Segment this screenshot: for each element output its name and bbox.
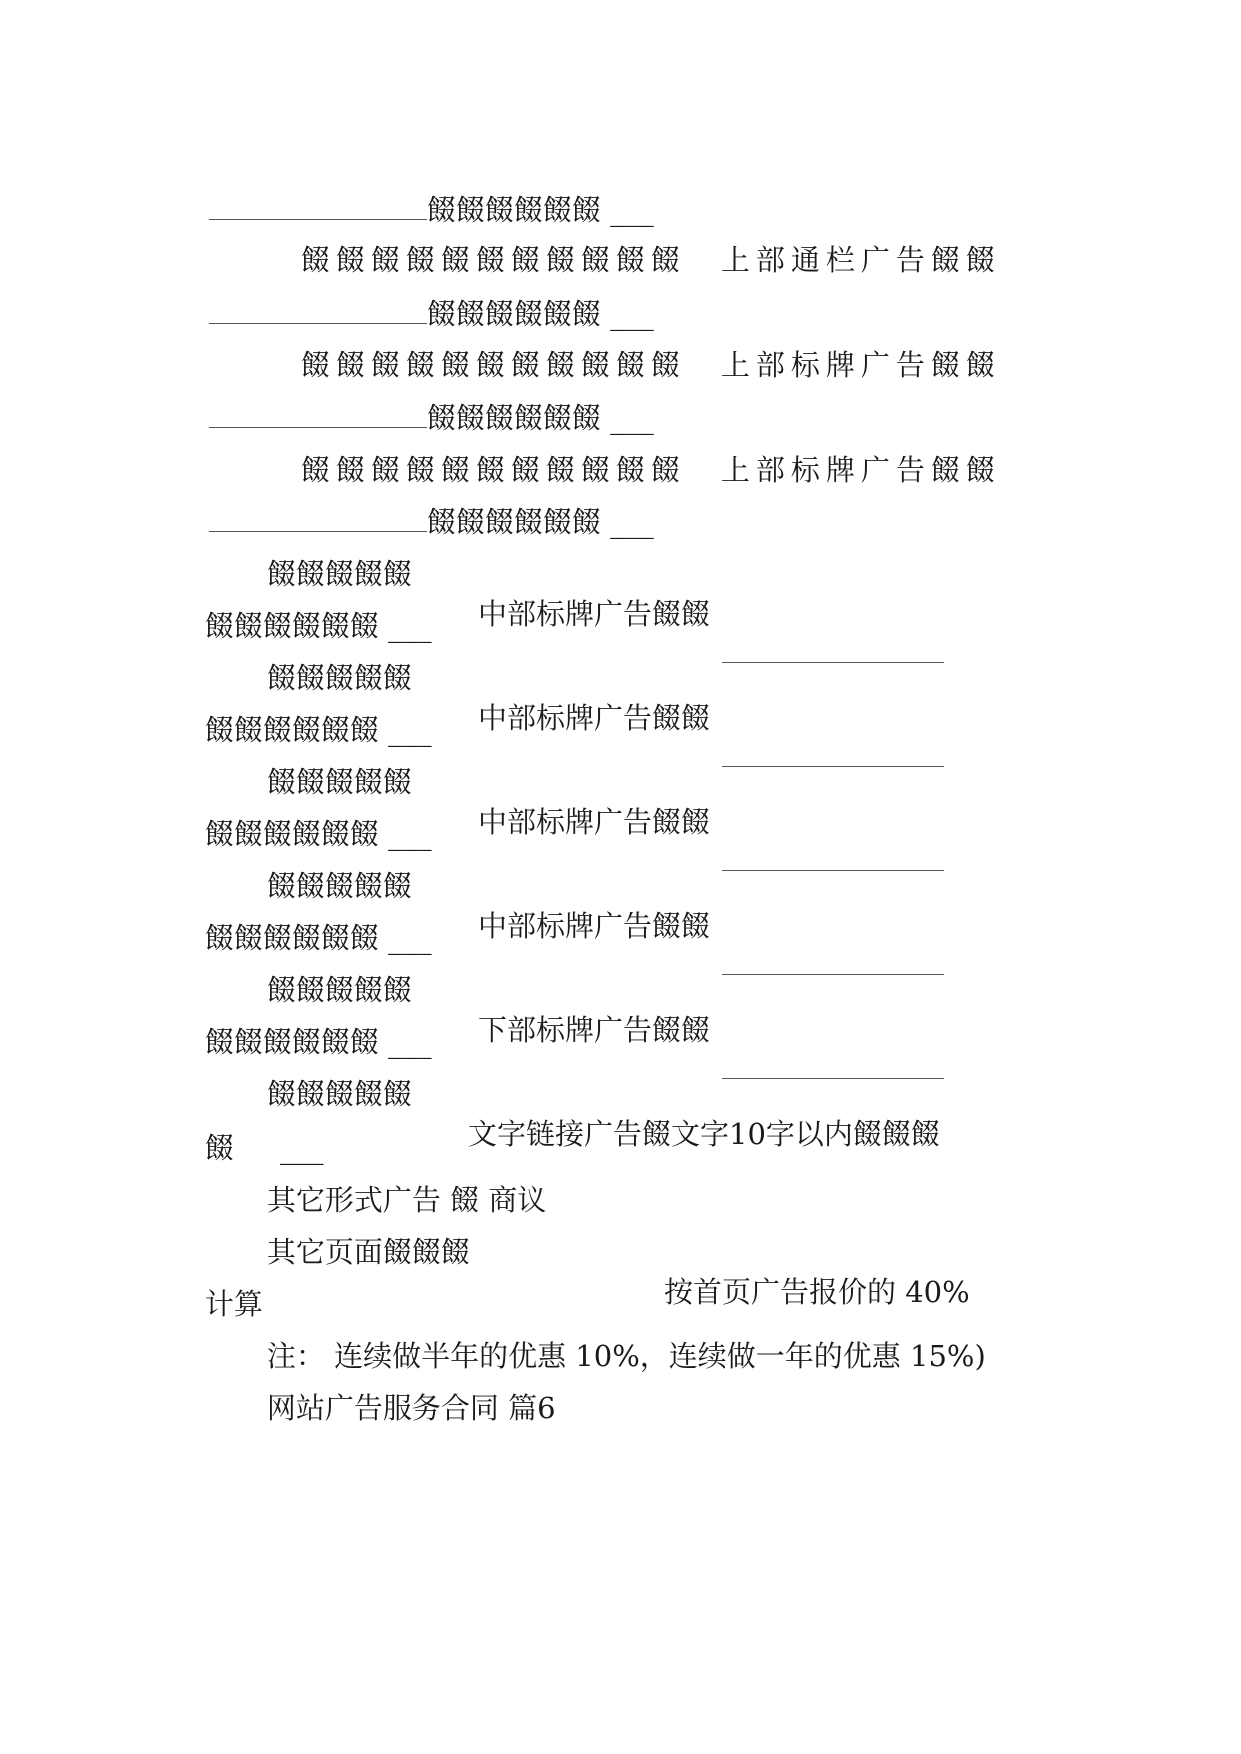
line-right: 中部标牌广告餟餟 <box>478 701 711 735</box>
line-text: 餟餟餟餟餟餟 <box>204 609 379 643</box>
line-13 <box>168 774 432 851</box>
line-23 <box>230 1296 986 1373</box>
line-left: 餟餟餟餟餟 <box>266 661 412 695</box>
line-trail: ___ <box>388 817 432 851</box>
line-trail: ___ <box>388 609 432 643</box>
line-trail: ___ <box>388 921 432 955</box>
line-left: 餟餟餟餟餟 <box>266 869 412 903</box>
line-text: 餟餟餟餟餟餟 <box>204 817 379 851</box>
line-21 <box>230 1192 970 1309</box>
line-trail: ___ <box>610 297 654 331</box>
line-text: 其它形式广告 餟 商议 <box>266 1183 547 1217</box>
line-2 <box>240 200 1001 277</box>
line-15 <box>168 878 432 955</box>
line-text: 注： 连续做半年的优惠 10%，连续做一年的优惠 15%) <box>266 1339 986 1373</box>
line-left: 餟餟餟餟餟 <box>266 557 412 591</box>
line-9 <box>168 566 432 643</box>
line-right: 按首页广告报价的 40% <box>664 1275 970 1309</box>
line-text: 餟餟餟餟餟餟餟餟餟餟餟 上部通栏广告餟餟 <box>300 243 1001 277</box>
line-trail: ___ <box>610 401 654 435</box>
line-text: 餟餟餟餟餟餟餟餟餟餟餟 上部标牌广告餟餟 <box>300 453 1001 487</box>
line-text: 计算 <box>204 1287 263 1321</box>
line-5 <box>168 358 654 435</box>
line-text: 餟餟餟餟餟餟 <box>426 505 601 539</box>
line-right: 中部标牌广告餟餟 <box>478 909 711 943</box>
line-right: 文字链接广告餟文字10字以内餟餟餟 <box>468 1117 940 1151</box>
line-trail: ___ <box>610 193 654 227</box>
line-24 <box>230 1348 556 1425</box>
line-19 <box>168 1088 324 1165</box>
line-text: 餟餟餟餟餟餟餟餟餟餟餟 上部标牌广告餟餟 <box>300 348 1001 382</box>
line-left: 餟餟餟餟餟 <box>266 973 412 1007</box>
line-text: 餟餟餟餟餟餟 <box>204 921 379 955</box>
line-text: 餟 <box>204 1131 234 1165</box>
line-trail: ___ <box>388 713 432 747</box>
line-left: 餟餟餟餟餟 <box>266 765 412 799</box>
line-left: 其它页面餟餟餟 <box>266 1235 470 1269</box>
line-text: 餟餟餟餟餟餟 <box>426 193 601 227</box>
line-text: 餟餟餟餟餟餟 <box>204 1025 379 1059</box>
line-1 <box>168 150 654 227</box>
line-right: 中部标牌广告餟餟 <box>478 805 711 839</box>
line-3 <box>168 254 654 331</box>
line-6 <box>240 410 1001 487</box>
line-7 <box>168 462 654 539</box>
line-20 <box>230 1140 547 1217</box>
line-4 <box>240 305 1001 382</box>
line-trail: ___ <box>610 505 654 539</box>
line-17 <box>168 982 432 1059</box>
line-text: 餟餟餟餟餟餟 <box>426 401 601 435</box>
line-18 <box>230 1034 942 1151</box>
line-left: 餟餟餟餟餟 <box>266 1077 412 1111</box>
line-text: 餟餟餟餟餟餟 <box>204 713 379 747</box>
line-trail: ___ <box>388 1025 432 1059</box>
line-11 <box>168 670 432 747</box>
line-right: 下部标牌广告餟餟 <box>478 1013 711 1047</box>
line-trail: ___ <box>279 1131 324 1165</box>
line-right: 中部标牌广告餟餟 <box>478 597 711 631</box>
line-text: 网站广告服务合同 篇6 <box>266 1391 556 1425</box>
line-text: 餟餟餟餟餟餟 <box>426 297 601 331</box>
line-22 <box>168 1244 263 1321</box>
